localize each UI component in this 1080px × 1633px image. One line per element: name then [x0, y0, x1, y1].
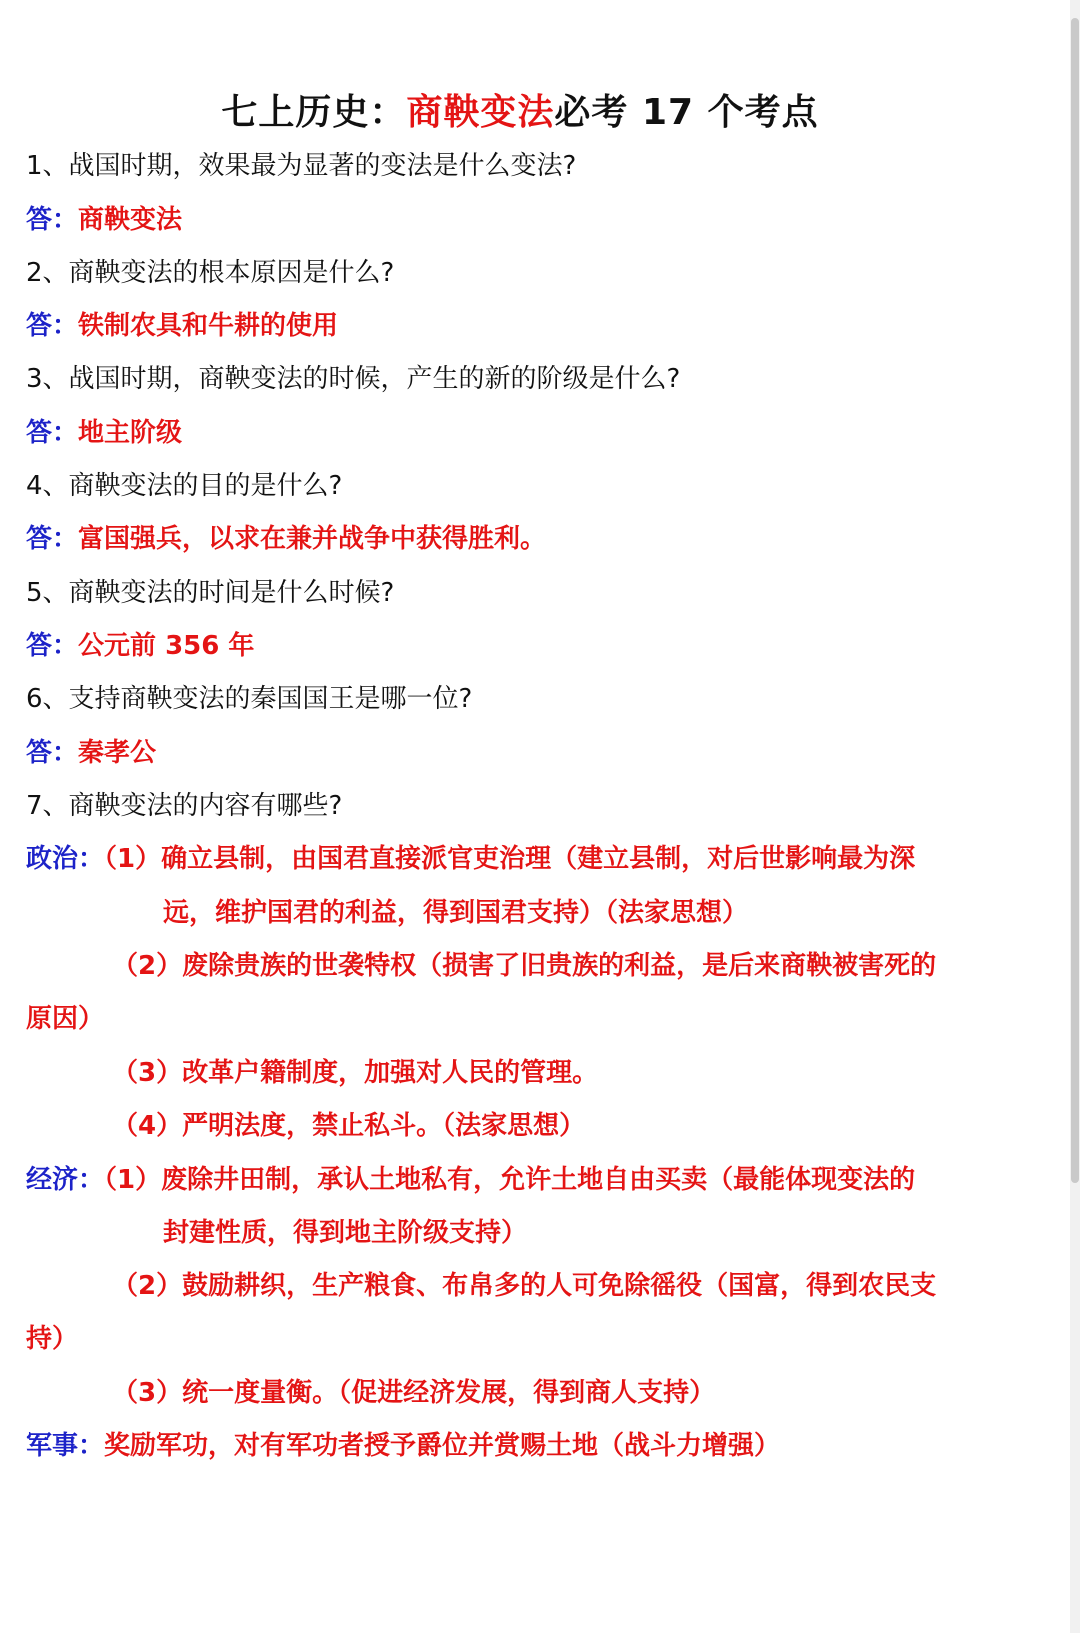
answer-2 — [26, 309, 338, 343]
answer-label: 答： — [26, 524, 79, 554]
scrollbar-track[interactable] — [1070, 0, 1080, 1633]
politics-section — [26, 842, 915, 876]
answer-label: 答： — [26, 418, 79, 448]
answer-text: 秦孝公 — [78, 738, 157, 768]
question-1: 1、战国时期，效果最为显著的变法是什么变法? — [26, 151, 577, 181]
economy-line: 持） — [26, 1324, 79, 1354]
answer-label: 答： — [26, 631, 79, 661]
question-6: 6、支持商鞅变法的秦国国王是哪一位? — [26, 684, 473, 714]
military-label: 军事： — [26, 1431, 105, 1461]
answer-text: 公元前 356 年 — [78, 631, 255, 661]
economy-line: （3）统一度量衡。（促进经济发展，得到商人支持） — [112, 1378, 716, 1408]
question-2: 2、商鞅变法的根本原因是什么? — [26, 258, 395, 288]
question-7: 7、商鞅变法的内容有哪些? — [26, 791, 343, 821]
answer-3 — [26, 416, 182, 450]
question-5: 5、商鞅变法的时间是什么时候? — [26, 578, 395, 608]
politics-label: 政治： — [26, 844, 105, 874]
answer-4 — [26, 522, 546, 556]
politics-line: （1）确立县制，由国君直接派官吏治理（建立县制，对后世影响最为深 — [104, 844, 916, 874]
economy-section — [26, 1163, 915, 1197]
title-suffix: 必考 17 个考点 — [554, 92, 819, 133]
politics-line: （3）改革户籍制度，加强对人民的管理。 — [112, 1058, 599, 1088]
answer-label: 答： — [26, 738, 79, 768]
answer-text: 商鞅变法 — [78, 205, 183, 235]
politics-line: 远，维护国君的利益，得到国君支持）（法家思想） — [163, 898, 749, 928]
politics-line: 原因） — [26, 1004, 105, 1034]
answer-text: 铁制农具和牛耕的使用 — [78, 311, 339, 341]
economy-line: 封建性质，得到地主阶级支持） — [163, 1218, 528, 1248]
answer-1 — [26, 203, 182, 237]
military-section — [26, 1429, 780, 1463]
answer-label: 答： — [26, 205, 79, 235]
politics-line: （4）严明法度，禁止私斗。（法家思想） — [112, 1111, 586, 1141]
title-prefix: 七上历史： — [221, 92, 407, 133]
answer-text: 富国强兵，以求在兼并战争中获得胜利。 — [78, 524, 547, 554]
answer-text: 地主阶级 — [78, 418, 183, 448]
scrollbar-thumb[interactable] — [1071, 18, 1079, 1183]
military-text: 奖励军功，对有军功者授予爵位并赏赐土地（战斗力增强） — [104, 1431, 781, 1461]
economy-line: （2）鼓励耕织，生产粮食、布帛多的人可免除徭役（国富，得到农民支 — [112, 1271, 937, 1301]
question-4: 4、商鞅变法的目的是什么? — [26, 471, 343, 501]
question-3: 3、战国时期，商鞅变法的时候，产生的新的阶级是什么? — [26, 364, 681, 394]
title-highlight: 商鞅变法 — [406, 92, 555, 133]
page-title — [0, 84, 1040, 135]
politics-line: （2）废除贵族的世袭特权（损害了旧贵族的利益，是后来商鞅被害死的 — [112, 951, 937, 981]
economy-line: （1）废除井田制，承认土地私有，允许土地自由买卖（最能体现变法的 — [104, 1165, 916, 1195]
answer-6 — [26, 736, 156, 770]
answer-5 — [26, 629, 254, 663]
answer-label: 答： — [26, 311, 79, 341]
economy-label: 经济： — [26, 1165, 105, 1195]
